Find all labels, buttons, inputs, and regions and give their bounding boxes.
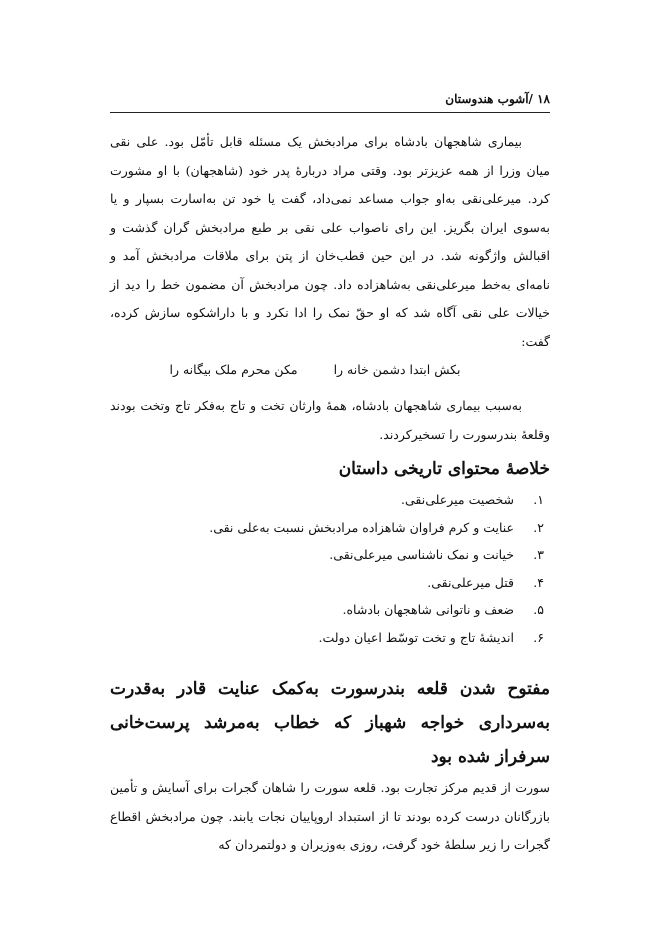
list-item: ۲. عنایت و کرم فراوان شاهزاده مرادبخش نسبت به‌علی نقی. xyxy=(209,519,544,535)
section-heading-surat: مفتوح شدن قلعه بندرسورت به‌کمک عنایت قادر به‌قدرت به‌سرداری خواجه شهباز که خطاب به‌مرشد پرست‌خانی سرفراز شده بود xyxy=(110,679,550,767)
list-item: ۵. ضعف و ناتوانی شاهجهان بادشاه. xyxy=(342,602,544,617)
section-heading-summary: خلاصهٔ محتوای تاریخی داستان xyxy=(338,459,550,479)
body-block-1 xyxy=(110,128,550,449)
summary-list xyxy=(110,486,550,651)
paragraph-3: سورت از قدیم مرکز تجارت بود. قلعه سورت را شاهان گجرات برای آسایش و تأمین بازرگانان درست کرده بودند تا از استبداد اروپاییان نجات یابند. چون مرادبخش اقطاع گجرات را زیر سلطهٔ خود گرفت، روزی به‌وزیران و دولتمردان که xyxy=(110,780,550,852)
paragraph-2: به‌سبب بیماری شاهجهان بادشاه، همهٔ وارثان تخت و تاج به‌فکر تاج وتخت بودند وقلعهٔ بندرسورت را تسخیرکردند. xyxy=(110,398,550,442)
list-item: ۳. خیانت و نمک ناشناسی میرعلی‌نقی. xyxy=(329,547,544,562)
list-item: ۱. شخصیت میرعلی‌نقی. xyxy=(401,492,544,507)
list-item: ۴. قتل میرعلی‌نقی. xyxy=(427,574,544,590)
section-surat xyxy=(110,672,550,860)
verse xyxy=(110,356,550,384)
paragraph-1: بیماری شاهجهان بادشاه برای مرادبخش یک مسئله قابل تأمّل بود. علی نقی میان وزرا از همه عزیزتر بود. وقتی مراد دربارهٔ پدر خود (شاهجهان) با او مشورت کرد. میرعلی‌نقی به‌او جواب مساعد نمی‌داد، گفت یا خود تن به‌اسارت بسپار و یا به‌سوی ایران بگریز. این رای ناصواب علی نقی بر طبع مرادبخش گران گذشت و اقبالش واژگونه شد. در این حین قطب‌خان از پتن برای ملاقات مرادبخش آمد و نامه‌ای به‌خط میرعلی‌نقی به‌شاهزاده داد. چون مرادبخش آن مضمون خط را دید از خیالات علی نقی آگاه شد که او حقّ نمک را ادا نکرد و با داراشکوه سازش کرده، گفت: xyxy=(110,134,550,349)
section-summary xyxy=(110,452,550,651)
list-item: ۶. اندیشهٔ تاج و تخت توسّط اعیان دولت. xyxy=(318,629,544,645)
verse-hemistich-1: بکش ابتدا دشمن خانه را xyxy=(333,362,461,377)
page-header: ۱۸ /آشوب هندوستان xyxy=(110,92,550,113)
verse-hemistich-2: مکن محرم ملک بیگانه را xyxy=(169,362,298,377)
